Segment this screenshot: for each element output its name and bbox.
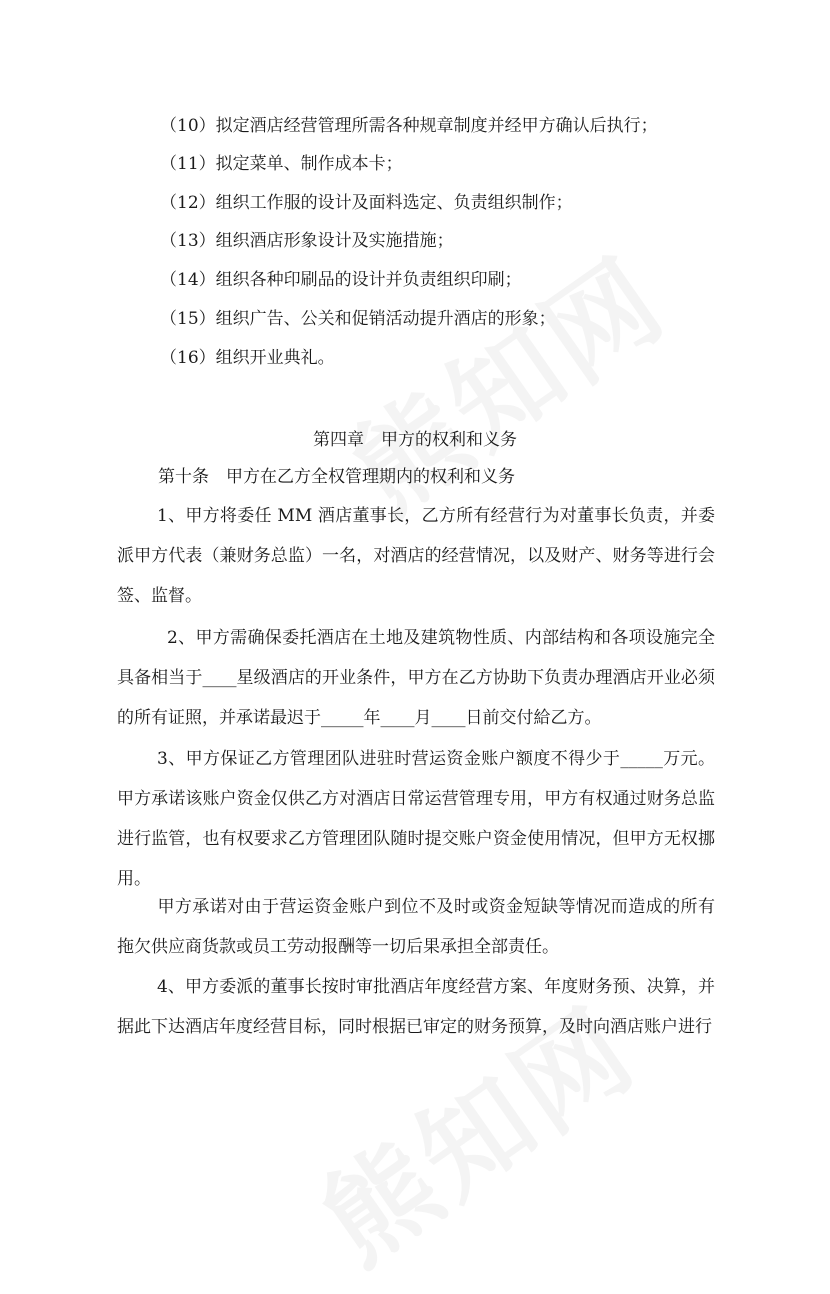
list-item: （10）拟定酒店经营管理所需各种规章制度并经甲方确认后执行； [160,116,658,136]
list-item: （12）组织工作服的设计及面料选定、负责组织制作； [160,193,573,213]
paragraph-text: 甲方承诺对由于营运资金账户到位不及时或资金短缺等情况而造成的所有拖欠供应商货款或员工劳动报酬等一切后果承担全部责任。 [117,897,715,957]
list-item: （11）拟定菜单、制作成本卡； [160,154,403,174]
list-item: （16）组织开业典礼。 [160,348,335,368]
article-title: 第十条 甲方在乙方全权管理期内的权利和义务 [158,467,515,487]
chapter-title: 第四章 甲方的权利和义务 [313,430,517,450]
paragraph-text: 1、甲方将委任 MM 酒店董事长，乙方所有经营行为对董事长负责，并委派甲方代表（兼财务总监）一名，对酒店的经营情况，以及财产、财务等进行会签、监督。 [117,506,715,606]
watermark [316,214,692,543]
list-item: （14）组织各种印刷品的设计并负责组织印刷； [160,270,522,290]
paragraph-text: 2、甲方需确保委托酒店在土地及建筑物性质、内部结构和各项设施完全具备相当于____星级酒店的开业条件，甲方在乙方协助下负责办理酒店开业必须的所有证照，并承诺最迟于_____年____月____日前交付給乙方。 [117,628,715,728]
paragraph-1 [117,496,715,616]
list-item: （15）组织广告、公关和促销活动提升酒店的形象； [160,309,556,329]
paragraph-5 [117,967,715,1047]
paragraph-2 [117,618,715,738]
paragraph-text: 4、甲方委派的董事长按时审批酒店年度经营方案、年度财务预、决算，并据此下达酒店年度经营目标，同时根据已审定的财务预算，及时向酒店账户进行 [117,977,715,1037]
paragraph-4 [117,887,715,967]
paragraph-text: 3、甲方保证乙方管理团队进驻时营运资金账户额度不得少于_____万元。甲方承诺该账户资金仅供乙方对酒店日常运营管理专用，甲方有权通过财务总监进行监管，也有权要求乙方管理团队随时提交账户资金使用情况，但甲方无权挪用。 [117,749,715,889]
list-item: （13）组织酒店形象设计及实施措施； [160,231,454,251]
paragraph-3 [117,739,715,899]
